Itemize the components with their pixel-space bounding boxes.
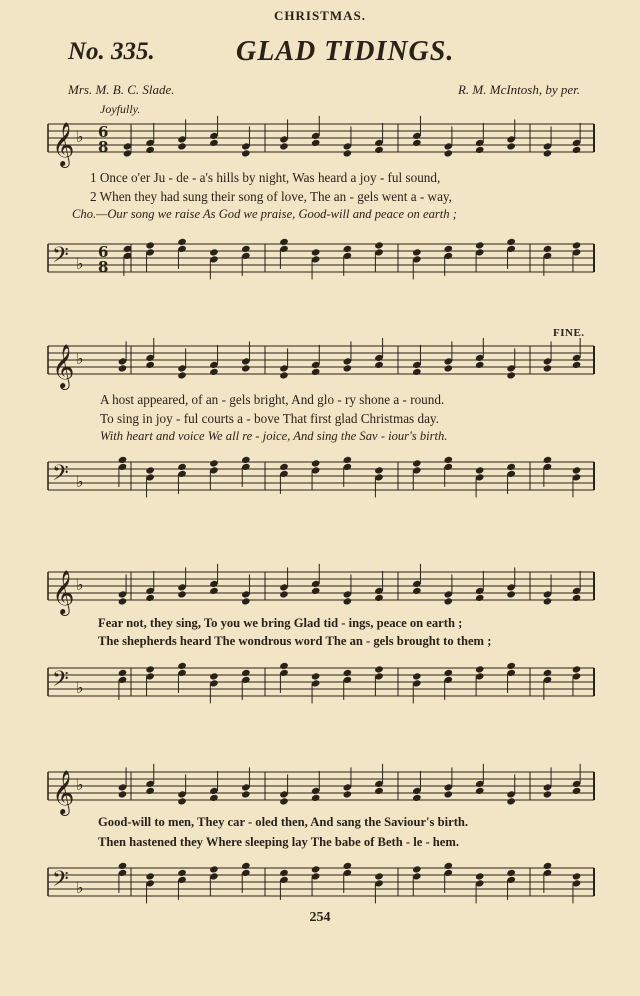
note-head <box>412 865 422 873</box>
note-head <box>374 594 384 602</box>
note-head <box>343 149 353 157</box>
flat-icon: ♭ <box>76 349 84 368</box>
flat-icon: ♭ <box>76 878 84 897</box>
note-head <box>209 865 219 873</box>
treble-staff-1 <box>0 118 640 168</box>
note-head <box>444 669 454 677</box>
note-head <box>444 597 454 605</box>
lyric-line: 1 Once o'er Ju - de - a's hills by night, Was heard a joy - ful sound, <box>90 170 441 185</box>
fine-marking: FINE. <box>553 327 585 339</box>
note-head <box>543 456 553 464</box>
lyricist-credit: Mrs. M. B. C. Slade. <box>68 82 175 97</box>
time-signature-bottom: 8 <box>98 138 109 156</box>
lyric-line: With heart and voice We all re - joice, And sing the Sav - iour's birth. <box>100 429 448 443</box>
note-head <box>311 865 321 873</box>
note-head <box>543 364 553 372</box>
treble-clef-icon: 𝄞 <box>52 570 75 614</box>
note-head <box>241 790 251 798</box>
time-signature-bottom: 8 <box>98 258 109 276</box>
treble-clef-icon: 𝄞 <box>52 344 75 388</box>
note-head <box>444 364 454 372</box>
note-head <box>506 371 516 379</box>
note-head <box>374 787 384 795</box>
note-head <box>475 665 485 673</box>
note-head <box>209 139 219 147</box>
note-head <box>412 248 422 256</box>
lyric-line: Good-will to men, They car - oled then, And sang the Saviour's birth. <box>98 815 469 829</box>
note-head <box>572 665 582 673</box>
note-head <box>343 364 353 372</box>
note-head <box>279 371 289 379</box>
note-head <box>311 459 321 467</box>
note-head <box>343 597 353 605</box>
note-head <box>572 466 582 474</box>
note-head <box>209 368 219 376</box>
lyric-line: Then hastened they Where sleeping lay The babe of Beth - le - hem. <box>98 835 460 849</box>
note-head <box>279 142 289 150</box>
note-head <box>343 862 353 870</box>
note-head <box>118 364 128 372</box>
note-head <box>506 797 516 805</box>
note-head <box>241 597 251 605</box>
bass-staff-2 <box>0 456 640 506</box>
note-head <box>374 241 384 249</box>
hymn-number: No. 335. <box>68 38 155 65</box>
note-head <box>412 459 422 467</box>
bass-staff-4 <box>0 862 640 912</box>
note-head <box>543 669 553 677</box>
note-head <box>543 597 553 605</box>
page-number: 254 <box>309 910 331 925</box>
note-head <box>572 872 582 880</box>
note-head <box>444 245 454 253</box>
hymn-title: GLAD TIDINGS. <box>236 36 455 67</box>
tempo-marking: Joyfully. <box>100 102 141 116</box>
bass-clef-icon: 𝄢 <box>52 461 69 491</box>
note-head <box>241 245 251 253</box>
note-head <box>279 238 289 246</box>
note-head <box>343 245 353 253</box>
note-head <box>118 669 128 677</box>
note-head <box>572 594 582 602</box>
note-head <box>311 672 321 680</box>
note-head <box>475 241 485 249</box>
note-head <box>279 869 289 877</box>
note-head <box>311 248 321 256</box>
note-head <box>209 248 219 256</box>
note-head <box>572 241 582 249</box>
note-head <box>279 797 289 805</box>
note-head <box>506 869 516 877</box>
note-head <box>311 139 321 147</box>
flat-icon: ♭ <box>76 575 84 594</box>
bass-clef-icon: 𝄢 <box>52 243 69 273</box>
note-head <box>543 790 553 798</box>
running-title: CHRISTMAS. <box>274 8 366 23</box>
note-head <box>311 368 321 376</box>
note-head <box>374 361 384 369</box>
note-head <box>506 590 516 598</box>
note-head <box>444 149 454 157</box>
lyric-line: A host appeared, of an - gels bright, And glo - ry shone a - round. <box>100 392 445 407</box>
note-head <box>506 463 516 471</box>
note-head <box>343 669 353 677</box>
note-head <box>475 466 485 474</box>
note-head <box>412 672 422 680</box>
note-head <box>177 142 187 150</box>
note-head <box>118 456 128 464</box>
bass-staff-3 <box>0 662 640 712</box>
note-head <box>374 872 384 880</box>
note-head <box>444 790 454 798</box>
note-head <box>506 662 516 670</box>
note-head <box>412 139 422 147</box>
note-head <box>118 597 128 605</box>
note-head <box>118 862 128 870</box>
note-head <box>145 787 155 795</box>
note-head <box>145 665 155 673</box>
note-head <box>412 794 422 802</box>
note-head <box>572 787 582 795</box>
note-head <box>145 466 155 474</box>
note-head <box>343 790 353 798</box>
bass-clef-icon: 𝄢 <box>52 667 69 697</box>
lyric-line: 2 When they had sung their song of love, The an - gels went a - way, <box>90 189 452 204</box>
note-head <box>444 456 454 464</box>
bass-clef-icon: 𝄢 <box>52 867 69 897</box>
flat-icon: ♭ <box>76 472 84 491</box>
note-head <box>145 594 155 602</box>
note-head <box>374 665 384 673</box>
note-head <box>543 862 553 870</box>
note-head <box>241 364 251 372</box>
note-head <box>412 587 422 595</box>
note-head <box>145 361 155 369</box>
note-head <box>177 371 187 379</box>
note-head <box>475 594 485 602</box>
note-head <box>177 797 187 805</box>
lyric-line: To sing in joy - ful courts a - bove That first glad Christmas day. <box>100 411 439 426</box>
note-head <box>374 146 384 154</box>
note-head <box>145 146 155 154</box>
note-head <box>444 862 454 870</box>
lyric-line: The shepherds heard The wondrous word The an - gels brought to them ; <box>98 634 492 648</box>
treble-clef-icon: 𝄞 <box>52 122 75 166</box>
note-head <box>279 463 289 471</box>
note-head <box>241 456 251 464</box>
note-head <box>475 146 485 154</box>
lyric-line: Fear not, they sing, To you we bring Glad tid - ings, peace on earth ; <box>98 616 463 630</box>
note-head <box>209 459 219 467</box>
note-head <box>241 862 251 870</box>
lyric-line: Cho.—Our song we raise As God we praise, Good-will and peace on earth ; <box>72 207 457 221</box>
note-head <box>177 238 187 246</box>
note-head <box>118 790 128 798</box>
note-head <box>209 794 219 802</box>
treble-staff-4 <box>0 766 640 816</box>
note-head <box>543 245 553 253</box>
note-head <box>279 590 289 598</box>
note-head <box>543 149 553 157</box>
note-head <box>412 368 422 376</box>
composer-credit: R. M. McIntosh, by per. <box>457 82 580 97</box>
treble-clef-icon: 𝄞 <box>52 770 75 814</box>
time-signature-top: 6 <box>98 243 109 261</box>
note-head <box>177 590 187 598</box>
note-head <box>177 662 187 670</box>
note-head <box>475 787 485 795</box>
flat-icon: ♭ <box>76 775 84 794</box>
note-head <box>343 456 353 464</box>
bass-staff-1 <box>0 238 640 288</box>
note-head <box>177 463 187 471</box>
note-head <box>209 587 219 595</box>
note-head <box>572 361 582 369</box>
time-signature-top: 6 <box>98 123 109 141</box>
note-head <box>374 466 384 474</box>
treble-staff-2 <box>0 340 640 390</box>
note-head <box>279 662 289 670</box>
note-head <box>311 587 321 595</box>
note-head <box>241 149 251 157</box>
note-head <box>506 142 516 150</box>
note-head <box>177 869 187 877</box>
note-head <box>572 146 582 154</box>
flat-icon: ♭ <box>76 254 84 273</box>
note-head <box>241 669 251 677</box>
note-head <box>311 794 321 802</box>
flat-icon: ♭ <box>76 678 84 697</box>
note-head <box>145 872 155 880</box>
treble-staff-3 <box>0 566 640 616</box>
note-head <box>475 872 485 880</box>
note-head <box>475 361 485 369</box>
flat-icon: ♭ <box>76 127 84 146</box>
note-head <box>209 672 219 680</box>
note-head <box>145 241 155 249</box>
note-head <box>506 238 516 246</box>
